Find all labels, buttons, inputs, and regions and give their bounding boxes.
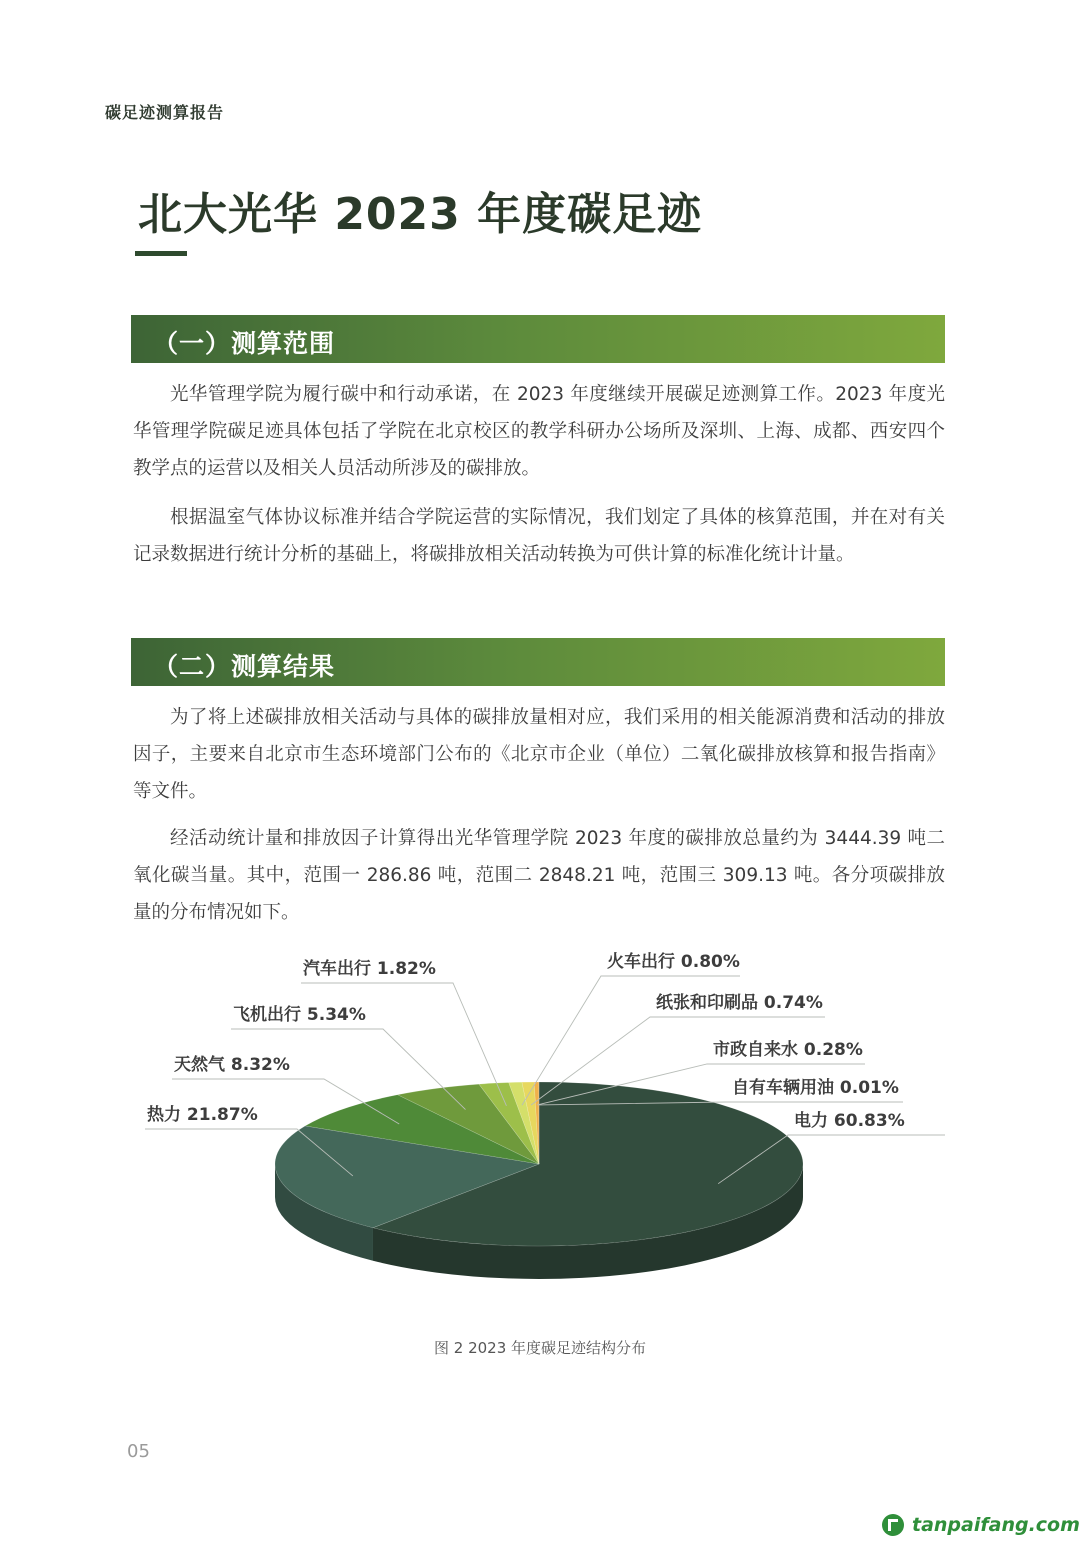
page-number: 05: [127, 1441, 150, 1462]
slice-label: 电力 60.83%: [794, 1111, 905, 1131]
slice-label: 纸张和印刷品 0.74%: [656, 993, 823, 1013]
section-heading-results: [131, 638, 945, 686]
section-heading-text: （一）测算范围: [153, 329, 336, 358]
slice-label: 热力 21.87%: [147, 1105, 258, 1125]
slice-label: 自有车辆用油 0.01%: [732, 1078, 899, 1098]
slice-label: 市政自来水 0.28%: [713, 1040, 863, 1060]
paragraph: 光华管理学院为履行碳中和行动承诺，在 2023 年度继续开展碳足迹测算工作。2023 年度光华管理学院碳足迹具体包括了学院在北京校区的教学科研办公场所及深圳、上海、成都、西安四个教学点的运营以及相关人员活动所涉及的碳排放。: [133, 384, 945, 479]
slice-label: 火车出行 0.80%: [607, 952, 740, 972]
paragraph: 根据温室气体协议标准并结合学院运营的实际情况，我们划定了具体的核算范围，并在对有关记录数据进行统计分析的基础上，将碳排放相关活动转换为可供计算的标准化统计计量。: [133, 507, 945, 565]
section-heading-scope: [131, 315, 945, 363]
watermark-text: tanpaifang.com: [912, 1514, 1080, 1536]
pie-chart: [0, 940, 1080, 1330]
slice-label: 飞机出行 5.34%: [233, 1005, 366, 1025]
figure-caption: 图 2 2023 年度碳足迹结构分布: [433, 1339, 647, 1357]
header-label: 碳足迹测算报告: [105, 103, 225, 122]
section-heading-text: （二）测算结果: [153, 652, 336, 681]
leaf-logo-icon: [882, 1514, 904, 1536]
watermark: [882, 1511, 1080, 1539]
slice-label: 天然气 8.32%: [174, 1055, 290, 1075]
slice-label: 汽车出行 1.82%: [303, 959, 436, 979]
paragraph: 为了将上述碳排放相关活动与具体的碳排放量相对应，我们采用的相关能源消费和活动的排放因子，主要来自北京市生态环境部门公布的《北京市企业（单位）二氧化碳排放核算和报告指南》等文件。: [133, 707, 945, 802]
title-underline: [135, 251, 187, 256]
page-title: 北大光华 2023 年度碳足迹: [138, 189, 703, 240]
paragraph: 经活动统计量和排放因子计算得出光华管理学院 2023 年度的碳排放总量约为 3444.39 吨二氧化碳当量。其中，范围一 286.86 吨，范围二 2848.21 吨，范围三 309.13 吨。各分项碳排放量的分布情况如下。: [133, 828, 945, 923]
